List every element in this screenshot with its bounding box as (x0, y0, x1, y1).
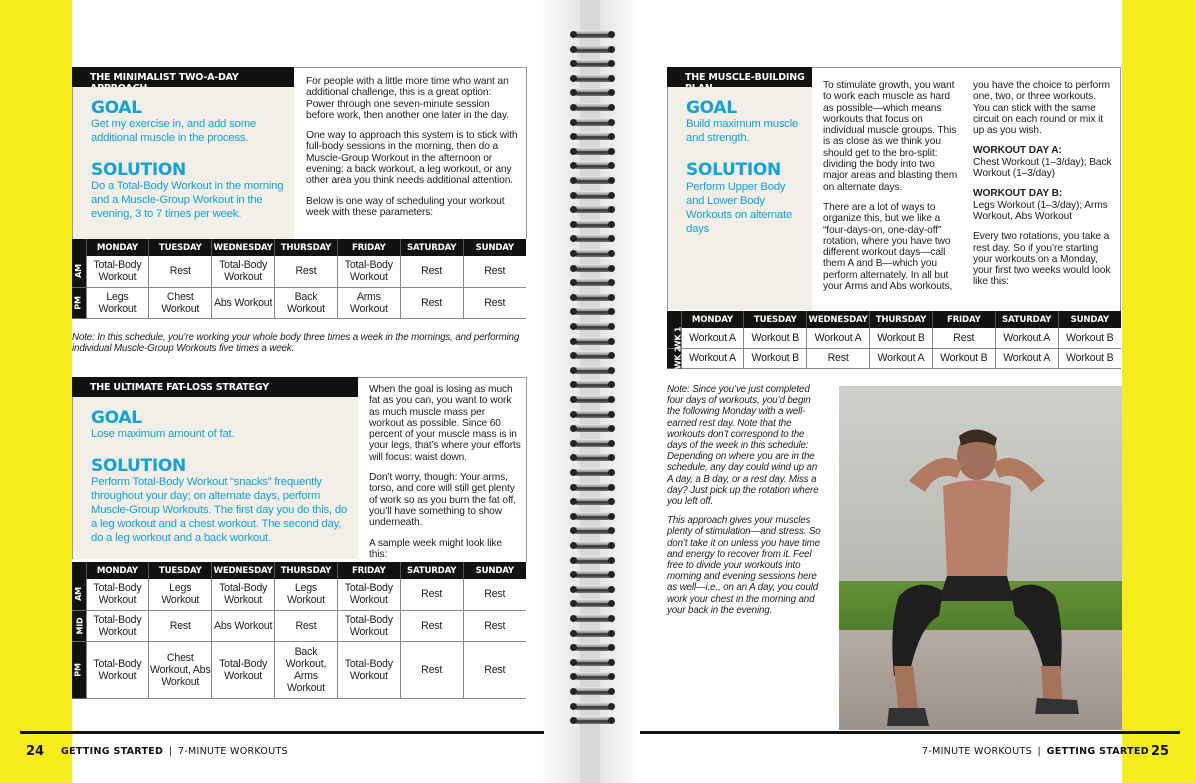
table-cell: Total-Body Workout (86, 256, 149, 287)
paragraph: This approach gives your muscles plenty of stimulation—and stress. So don’t take it on unless you have time and energy to recover from it. Feel free to divide your workouts into morning and evening sessions here as well—i.e., on an A day, you could work your chest in the morning and your back in the evening. (667, 515, 821, 616)
intro-text (369, 384, 521, 569)
binding-hole (570, 688, 577, 695)
day-header: MONDAY (86, 239, 149, 256)
table-cell: Abs Workout (212, 610, 275, 641)
binding-hole (570, 46, 577, 53)
paragraph: There are a lot of ways to organize this, but we like a “four-days-on, one-day-off” rotation, where you have two different workout days—call them A and B—which you perform alternately. In all but your Arms and Abs workouts, (823, 201, 953, 293)
schedule-table (72, 562, 526, 699)
table-cell: Rest (149, 610, 212, 641)
binding-hole (608, 513, 615, 520)
binding-hole (608, 440, 615, 447)
day-header: SUNDAY (463, 239, 526, 256)
binding-ring (574, 497, 612, 505)
day-header: FRIDAY (337, 239, 400, 256)
binding-ring (574, 439, 612, 447)
table-cell: Total-Body Workout (86, 610, 149, 641)
binding-hole (570, 148, 577, 155)
binding-ring (574, 643, 612, 651)
table-cell: Rest (463, 579, 526, 610)
schedule-note: Note: In this schedule, you’re working your whole body three times a week in the mornings, and performing individual Muscle-Group Workouts five times a week. (72, 332, 520, 355)
binding-hole (608, 673, 615, 680)
box-top-border (294, 67, 526, 68)
binding-hole (608, 659, 615, 666)
table-row (72, 641, 526, 698)
binding-hole (570, 294, 577, 301)
day-header: MONDAY (681, 311, 744, 328)
binding-hole (608, 323, 615, 330)
paragraph: To stimulate growth, you want to work each muscle as hard as possible—which means workouts that focus on individual muscle groups. This is as close as we think you should get to the bro-split: dividing the body into two major areas and blasting them on alternate days. (823, 80, 958, 193)
binding-hole (570, 513, 577, 520)
goal-heading: GOAL (91, 408, 142, 428)
goal-text: Lose maximum amount of fat. (91, 428, 235, 440)
binding-ring (574, 30, 612, 38)
binding-hole (608, 703, 615, 710)
footer-rule-left (20, 731, 544, 734)
box-top-border (358, 377, 526, 378)
footer-book: 7-MINUTE WORKOUTS (177, 746, 288, 757)
footer-section: GETTING STARTED (1046, 746, 1149, 757)
row-label (667, 328, 681, 348)
table-row (72, 256, 526, 287)
box-top-border (812, 67, 1120, 68)
table-cell: Workout B (1058, 348, 1121, 368)
binding-ring (574, 351, 612, 359)
table-cell: Rest (932, 328, 995, 348)
spiral-binding (570, 30, 620, 750)
row-label-text: WK 2 (673, 346, 683, 370)
row-label (667, 348, 681, 368)
table-cell: Total-Body Workout (212, 641, 275, 698)
binding-hole (608, 162, 615, 169)
row-label-text: MID (75, 617, 85, 634)
table-cell: Rest (149, 256, 212, 287)
binding-hole (608, 104, 615, 111)
binding-ring (574, 132, 612, 140)
binding-hole (570, 367, 577, 374)
day-header: FRIDAY (337, 562, 400, 579)
table-cell: Rest (400, 641, 463, 698)
binding-hole (608, 557, 615, 564)
day-header: WEDNESDAY (212, 562, 275, 579)
binding-ring (574, 629, 612, 637)
table-cell: Total-Body Workout (337, 641, 400, 698)
row-label-text: AM (73, 587, 83, 602)
running-footer (922, 746, 1149, 757)
binding-ring (574, 205, 612, 213)
binding-hole (570, 630, 577, 637)
table-cell: Workout B (932, 348, 995, 368)
table-cell: Rest (275, 610, 338, 641)
binding-hole (608, 148, 615, 155)
binding-hole (608, 717, 615, 724)
binding-ring (574, 570, 612, 578)
binding-hole (608, 265, 615, 272)
table-cell: Rest (275, 256, 338, 287)
day-header: SATURDAY (400, 239, 463, 256)
binding-hole (570, 411, 577, 418)
paragraph: When the goal is losing as much fat as you can, you want to work as much muscle mass per workout as possible. Since 60 percent of your muscle mass is in your legs, that’s where your efforts will focus: waist down. (369, 384, 521, 463)
section-header: THE MUSCLE-BUILDING (667, 67, 812, 87)
binding-hole (608, 527, 615, 534)
binding-hole (570, 119, 577, 126)
table-row (72, 579, 526, 610)
paragraph: Every two rotations, you take a rest day. So if you’re starting your workouts on a Monday, your first two weeks would look like this: (973, 231, 1111, 288)
workout-day-a-heading: WORKOUT DAY A: (973, 145, 1062, 157)
row-label-text: PM (73, 662, 83, 677)
binding-hole (608, 119, 615, 126)
paragraph: A sample week might look like this: (369, 537, 502, 560)
binding-hole (570, 265, 577, 272)
binding-hole (608, 498, 615, 505)
binding-hole (608, 192, 615, 199)
binding-hole (570, 469, 577, 476)
day-header: THURSDAY (275, 239, 338, 256)
binding-ring (574, 556, 612, 564)
footer-separator: | (168, 746, 173, 757)
binding-hole (570, 75, 577, 82)
paragraph: Below is one way of scheduling your workout week with these parameters: (306, 195, 505, 218)
binding-hole (608, 338, 615, 345)
binding-hole (608, 89, 615, 96)
table-cell: Total-Body Workout (212, 256, 275, 287)
binding-ring (574, 176, 612, 184)
binding-ring (574, 88, 612, 96)
intro-text-col1 (823, 80, 961, 301)
binding-hole (608, 600, 615, 607)
left-yellow-edge (0, 0, 72, 783)
binding-hole (608, 294, 615, 301)
table-cell: Total-Body Workout (86, 641, 149, 698)
goal-heading: GOAL (91, 98, 142, 118)
solution-heading: SOLUTION (91, 160, 186, 180)
binding-ring (574, 483, 612, 491)
binding-hole (608, 484, 615, 491)
binding-ring (574, 103, 612, 111)
binding-hole (570, 192, 577, 199)
table-cell: Chest Workout (149, 287, 212, 318)
binding-ring (574, 380, 612, 388)
binding-hole (608, 630, 615, 637)
binding-hole (608, 133, 615, 140)
binding-ring (574, 599, 612, 607)
binding-hole (570, 586, 577, 593)
corner-cell (72, 562, 86, 579)
day-header: MONDAY (86, 562, 149, 579)
goal-heading: GOAL (686, 98, 737, 118)
table-cell: Back Workout, Arms Workout (275, 641, 338, 698)
binding-ring (574, 322, 612, 330)
table-cell: Workout B (744, 328, 807, 348)
binding-hole (570, 615, 577, 622)
binding-ring (574, 424, 612, 432)
workout-day-b-heading: WORKOUT DAY B: (973, 188, 1063, 200)
binding-hole (608, 308, 615, 315)
binding-ring (574, 307, 612, 315)
page-number: 25 (1151, 744, 1170, 759)
athlete-figure (839, 386, 1122, 730)
table-cell: Total-Body Workout (337, 610, 400, 641)
binding-ring (574, 541, 612, 549)
binding-hole (608, 688, 615, 695)
binding-ring (574, 74, 612, 82)
table-cell: Legs Workout (149, 579, 212, 610)
solution-text: Perform Upper Body and Lower Body Workouts on alternate days (686, 181, 793, 235)
binding-ring (574, 59, 612, 67)
right-yellow-edge (1122, 0, 1196, 783)
binding-ring (574, 512, 612, 520)
row-label (72, 610, 86, 641)
binding-ring (574, 249, 612, 257)
solution-heading: SOLUTION (686, 160, 781, 180)
table-cell: Workout B (1058, 328, 1121, 348)
binding-hole (608, 644, 615, 651)
day-header: FRIDAY (932, 311, 995, 328)
paragraph: Don’t worry, though: Your arms, torso, and core will still get plenty of work so as you burn the fat off, you’ll have something to show underneath. (369, 472, 516, 529)
table-cell: Rest (463, 641, 526, 698)
day-header: TUESDAY (744, 311, 807, 328)
paragraph: One way to approach this system is to stick with full-body sessions in the morning, then do a Muscle-Group Workout in the afternoon or evening: a back workout, a leg workout, or any other area you think needs additional attention. (306, 130, 518, 187)
table-cell: Total-Body Workout (337, 256, 400, 287)
solution-text: Do a Total-Body Workout in the morning and a Muscle-Group Workout in the evening, 3 to 7 times per week. (91, 180, 284, 220)
workout-day-b-text: Legs Workout (1–3/day); Arms Workout, Abs Workout (973, 199, 1108, 222)
table-row (667, 328, 1121, 348)
binding-ring (574, 395, 612, 403)
solution-text: Perform Total-Body Workout “snacks” frequently throughout your day; on alternate days, perform Muscle-Group Workouts. The first day you do this, do a leg workout and a chest workout. The second day, do a leg workout and a back workout. (91, 476, 348, 544)
table-row (72, 287, 526, 318)
table-cell: Arms Workout (337, 287, 400, 318)
day-header: SATURDAY (995, 311, 1058, 328)
binding-hole (570, 396, 577, 403)
binding-ring (574, 191, 612, 199)
table-cell: Workout A (807, 328, 870, 348)
binding-hole (570, 659, 577, 666)
row-label (72, 579, 86, 610)
page-number: 24 (26, 744, 45, 759)
binding-hole (608, 352, 615, 359)
binding-hole (608, 454, 615, 461)
binding-ring (574, 410, 612, 418)
binding-hole (608, 177, 615, 184)
binding-hole (608, 469, 615, 476)
binding-hole (608, 411, 615, 418)
row-label-text: PM (73, 295, 83, 310)
schedule-table (72, 239, 526, 319)
footer-section: GETTING STARTED (61, 746, 164, 757)
binding-hole (608, 571, 615, 578)
binding-hole (570, 542, 577, 549)
table-cell: Total-Body Workout (337, 579, 400, 610)
table-row (667, 348, 1121, 368)
table-cell: Rest (807, 348, 870, 368)
binding-ring (574, 45, 612, 53)
table-cell: Legs Workout (86, 287, 149, 318)
table-cell: Workout A (681, 348, 744, 368)
day-header: SATURDAY (400, 562, 463, 579)
binding-ring (574, 526, 612, 534)
binding-hole (608, 46, 615, 53)
schedule-table (667, 311, 1121, 369)
binding-hole (570, 440, 577, 447)
binding-ring (574, 264, 612, 272)
binding-ring (574, 585, 612, 593)
workout-day-b (973, 188, 1113, 222)
footer-separator: | (1037, 746, 1042, 757)
table-cell: Rest (400, 579, 463, 610)
binding-hole (608, 60, 615, 67)
table-cell: Rest (400, 256, 463, 287)
binding-hole (570, 104, 577, 111)
binding-hole (608, 221, 615, 228)
binding-hole (608, 586, 615, 593)
binding-hole (570, 250, 577, 257)
binding-ring (574, 161, 612, 169)
binding-hole (608, 75, 615, 82)
day-header: SUNDAY (1058, 311, 1121, 328)
binding-ring (574, 687, 612, 695)
binding-ring (574, 658, 612, 666)
binding-ring (574, 702, 612, 710)
row-label-text: AM (73, 264, 83, 279)
section-header: THE ULTIMATE FAT-LOSS STRATEGY (72, 377, 358, 397)
binding-hole (608, 396, 615, 403)
paragraph: Note: Since you’ve just completed four days of workouts, you’d begin the following Monday with a well-earned rest day. Note that the workouts don’t correspond to the days of the week in this schedule: Depending on where you are in the schedule, any day could wind up an A day, a B day, or a rest day. Miss a day? Just pick up the rotation where you left off. (667, 384, 819, 508)
binding-ring (574, 366, 612, 374)
day-header: TUESDAY (149, 239, 212, 256)
table-cell: Total-Body Workout (86, 579, 149, 610)
footer-book: 7-MINUTE WORKOUTS (922, 746, 1032, 757)
binding-hole (608, 425, 615, 432)
binding-hole (608, 615, 615, 622)
binding-hole (608, 250, 615, 257)
binding-hole (570, 338, 577, 345)
table-cell: Legs Workout (275, 579, 338, 610)
schedule-note (667, 384, 823, 616)
day-header: WEDNESDAY (807, 311, 870, 328)
table-cell: Workout A (995, 348, 1058, 368)
binding-hole (608, 381, 615, 388)
binding-hole (570, 484, 577, 491)
binding-hole (608, 235, 615, 242)
table-cell: Total-Body Workout (212, 579, 275, 610)
day-header: THURSDAY (275, 562, 338, 579)
binding-ring (574, 716, 612, 724)
table-cell: Workout A (681, 328, 744, 348)
table-cell: Workout B (870, 328, 933, 348)
table-cell: Rest (463, 287, 526, 318)
day-header: THURSDAY (870, 311, 933, 328)
intro-text (306, 76, 518, 227)
box-right-border (1120, 67, 1121, 312)
binding-hole (570, 221, 577, 228)
box-right-border (526, 377, 527, 562)
intro-text-col2 (973, 80, 1113, 297)
solution-heading: SOLUTION (91, 456, 186, 476)
binding-hole (608, 31, 615, 38)
binding-ring (574, 118, 612, 126)
binding-hole (608, 542, 615, 549)
day-header: SUNDAY (463, 562, 526, 579)
box-right-border (526, 67, 527, 239)
binding-hole (608, 279, 615, 286)
binding-hole (570, 557, 577, 564)
table-cell: Workout B (744, 348, 807, 368)
binding-ring (574, 293, 612, 301)
paragraph: For people with a little more time who want an additional challenge, this is a great option: Power through one seven-minute session before work, then another one later in the day. (306, 76, 509, 121)
binding-ring (574, 220, 612, 228)
binding-hole (570, 31, 577, 38)
binding-hole (570, 323, 577, 330)
binding-hole (608, 367, 615, 374)
table-cell: Chest Workout, Abs Workout (149, 641, 212, 698)
binding-ring (574, 468, 612, 476)
goal-text: Get my exercise in, and add some additional muscle in the process. (91, 118, 257, 144)
row-label (72, 256, 86, 287)
table-row (72, 610, 526, 641)
corner-cell (72, 239, 86, 256)
binding-hole (570, 703, 577, 710)
workout-photo (839, 386, 1122, 730)
binding-ring (574, 278, 612, 286)
section-header: THE MINIMALIST TWO-A-DAY (72, 67, 294, 87)
workout-day-a-text: Chest Workout (1–3/day); Back Workout (1–3/day) (973, 156, 1112, 180)
running-footer (61, 746, 288, 757)
binding-hole (608, 206, 615, 213)
day-header: WEDNESDAY (212, 239, 275, 256)
binding-ring (574, 147, 612, 155)
table-cell: Rest (463, 256, 526, 287)
row-label (72, 641, 86, 698)
binding-ring (574, 614, 612, 622)
table-cell: Rest (463, 610, 526, 641)
table-cell: Rest (400, 610, 463, 641)
binding-ring (574, 234, 612, 242)
table-cell: Workout A (870, 348, 933, 368)
table-cell: Back Workout (275, 287, 338, 318)
footer-rule-right (640, 731, 1180, 734)
day-header: TUESDAY (149, 562, 212, 579)
paragraph: you have the choice to perform one, two, or three workouts. You can stick with the same circuit on each round or mix it up as you wish. (973, 80, 1110, 137)
binding-ring (574, 672, 612, 680)
workout-day-a (973, 145, 1113, 179)
binding-ring (574, 337, 612, 345)
row-label-text: WK 1 (673, 326, 683, 350)
table-cell: Rest (400, 287, 463, 318)
binding-hole (570, 177, 577, 184)
goal-text: Build maximum muscle and strength. (686, 118, 799, 144)
table-cell: Workout A (995, 328, 1058, 348)
table-cell: Abs Workout (212, 287, 275, 318)
binding-ring (574, 453, 612, 461)
row-label (72, 287, 86, 318)
